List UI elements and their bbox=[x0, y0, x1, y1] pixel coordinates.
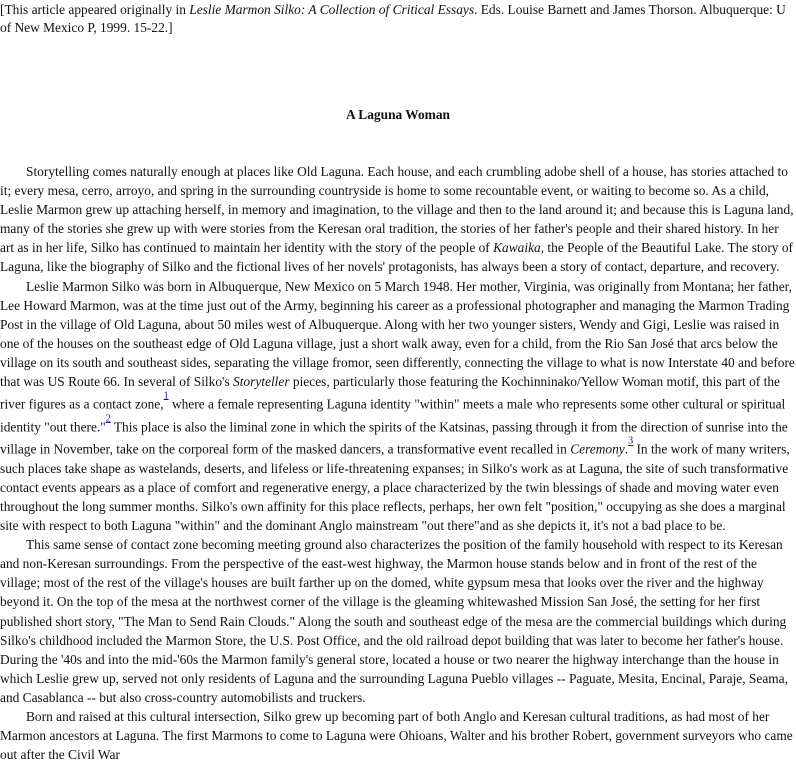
p1-text-a: Storytelling comes naturally enough at places like Old Laguna. Each house, and each crumbling adobe shell of a house, has stories attached to it; every mesa, cerro, arroyo, and spring in the surrounding countryside is home to some recountable event, or waiting to become so. As a child, Leslie Marmon grew up attaching herself, in memory and imagination, to the village and then to the land around it; and because this is Laguna land, many of the stories she grew up with were stories from the Keresan oral tradition, the stories of her father's people and their shared history. In her art as in her life, Silko has continued to maintain her identity with the story of the people of bbox=[0, 164, 794, 256]
footnote-link-1[interactable]: 1 bbox=[163, 390, 169, 402]
article-title: A Laguna Woman bbox=[346, 107, 450, 122]
citation-book-title: Leslie Marmon Silko: A Collection of Critical Essays bbox=[189, 2, 475, 17]
citation-suffix: . Eds. Louise Barnett and James Thorson. Albuquerque: U of New Mexico P, 1999. 15-22.] bbox=[0, 2, 786, 35]
paragraph-3: This same sense of contact zone becoming meeting ground also characterizes the position of the family household with respect to its Keresan and non-Keresan surroundings. From the perspective of the east-west highway, the Marmon house stands below and in front of the rest of the village; most of the rest of the village's houses are built farther up on the domed, white gypsum mesa that looks over the river and the highway beyond it. On the top of the mesa at the northwest corner of the village is the gleaming whitewashed Mission San José, the setting for her first published short story, "The Man to Send Rain Clouds." Along the south and southeast edge of the mesa are the commercial buildings which during Silko's childhood included the Marmon Store, the U.S. Post Office, and the old railroad depot building that was later to become her father's house. During the '40s and into the mid-'60s the Marmon family's general store, located a house or two nearer the highway interchange than the house in which Leslie grew up, served not only residents of Laguna and the surrounding Laguna Pueblo villages -- Paguate, Mesita, Encinal, Paraje, Seama, and Casablanca -- but also cross-country automobilists and truckers. bbox=[0, 537, 788, 705]
paragraph-2 bbox=[0, 277, 796, 536]
footnote-link-2[interactable]: 2 bbox=[105, 412, 111, 424]
p2-text-c: where a female representing Laguna identity "within" meets a male who represents some other cultural or spiritual identity "out there." bbox=[0, 396, 786, 435]
p2-text-e: . bbox=[624, 441, 629, 457]
p1-text-b: , the People of the Beautiful Lake. The story of Laguna, like the biography of Silko and the fictional lives of her novels' protagonists, has always been a story of contact, departure, and recovery. bbox=[0, 240, 793, 275]
p2-storyteller: Storyteller bbox=[233, 374, 290, 390]
p2-text-f: In the work of many writers, such places take shape as wastelands, deserts, and lifeless or life-threatening expanses; in Silko's work as at Laguna, the site of such transformative contact events appears as a place of comfort and regenerative energy, a place characterized by the twin blessings of shade and moving water even throughout the long summer months. Silko's own affinity for this place reflects, perhaps, her own felt "position," occupying as she does a marginal site with respect to both Laguna "within" and the dominant Anglo mainstream "out there"and as she depicts it, it's not a bad place to be. bbox=[0, 441, 790, 534]
p2-text-b: pieces, particularly those featuring the Kochinninako/Yellow Woman motif, this part of the river figures as a contact zone, bbox=[0, 374, 780, 412]
paragraph-4: Born and raised at this cultural intersection, Silko grew up becoming part of both Anglo and Keresan cultural traditions, as had most of her Marmon ancestors at Laguna. The first Marmons to come to Laguna were Ohioans, Walter and his brother Robert, government surveyors who came out after the Civil War bbox=[0, 709, 793, 763]
p2-text-d: This place is also the liminal zone in which the spirits of the Katsinas, passing through it from the direction of sunrise into the village in November, take on the corporeal form of the masked dancers, a transformative event recalled in bbox=[0, 419, 788, 457]
p1-kawaika: Kawaika bbox=[493, 240, 541, 256]
p2-text-a: Leslie Marmon Silko was born in Albuquerque, New Mexico on 5 March 1948. Her mother, Virginia, was originally from Montana; her father, Lee Howard Marmon, was at the time just out of the Army, beginning his career as a professional photographer and managing the Marmon Trading Post in the village of Old Laguna, about 50 miles west of Albuquerque. Along with her two younger sisters, Wendy and Gigi, Leslie was raised in one of the houses on the southeast edge of Old Laguna village, just a short walk away, even for a child, from the Rio San José that arcs below the village on its south and southeast sides, separating the village fromor, seen differently, connecting the village to what is now Interstate 40 and before that was US Route 66. In several of Silko's bbox=[0, 278, 795, 390]
citation-prefix: [This article appeared originally in bbox=[0, 2, 190, 17]
p2-ceremony: Ceremony bbox=[570, 441, 625, 457]
footnote-link-3[interactable]: 3 bbox=[628, 435, 634, 447]
citation-note bbox=[0, 0, 796, 37]
paragraph-1 bbox=[0, 162, 796, 277]
